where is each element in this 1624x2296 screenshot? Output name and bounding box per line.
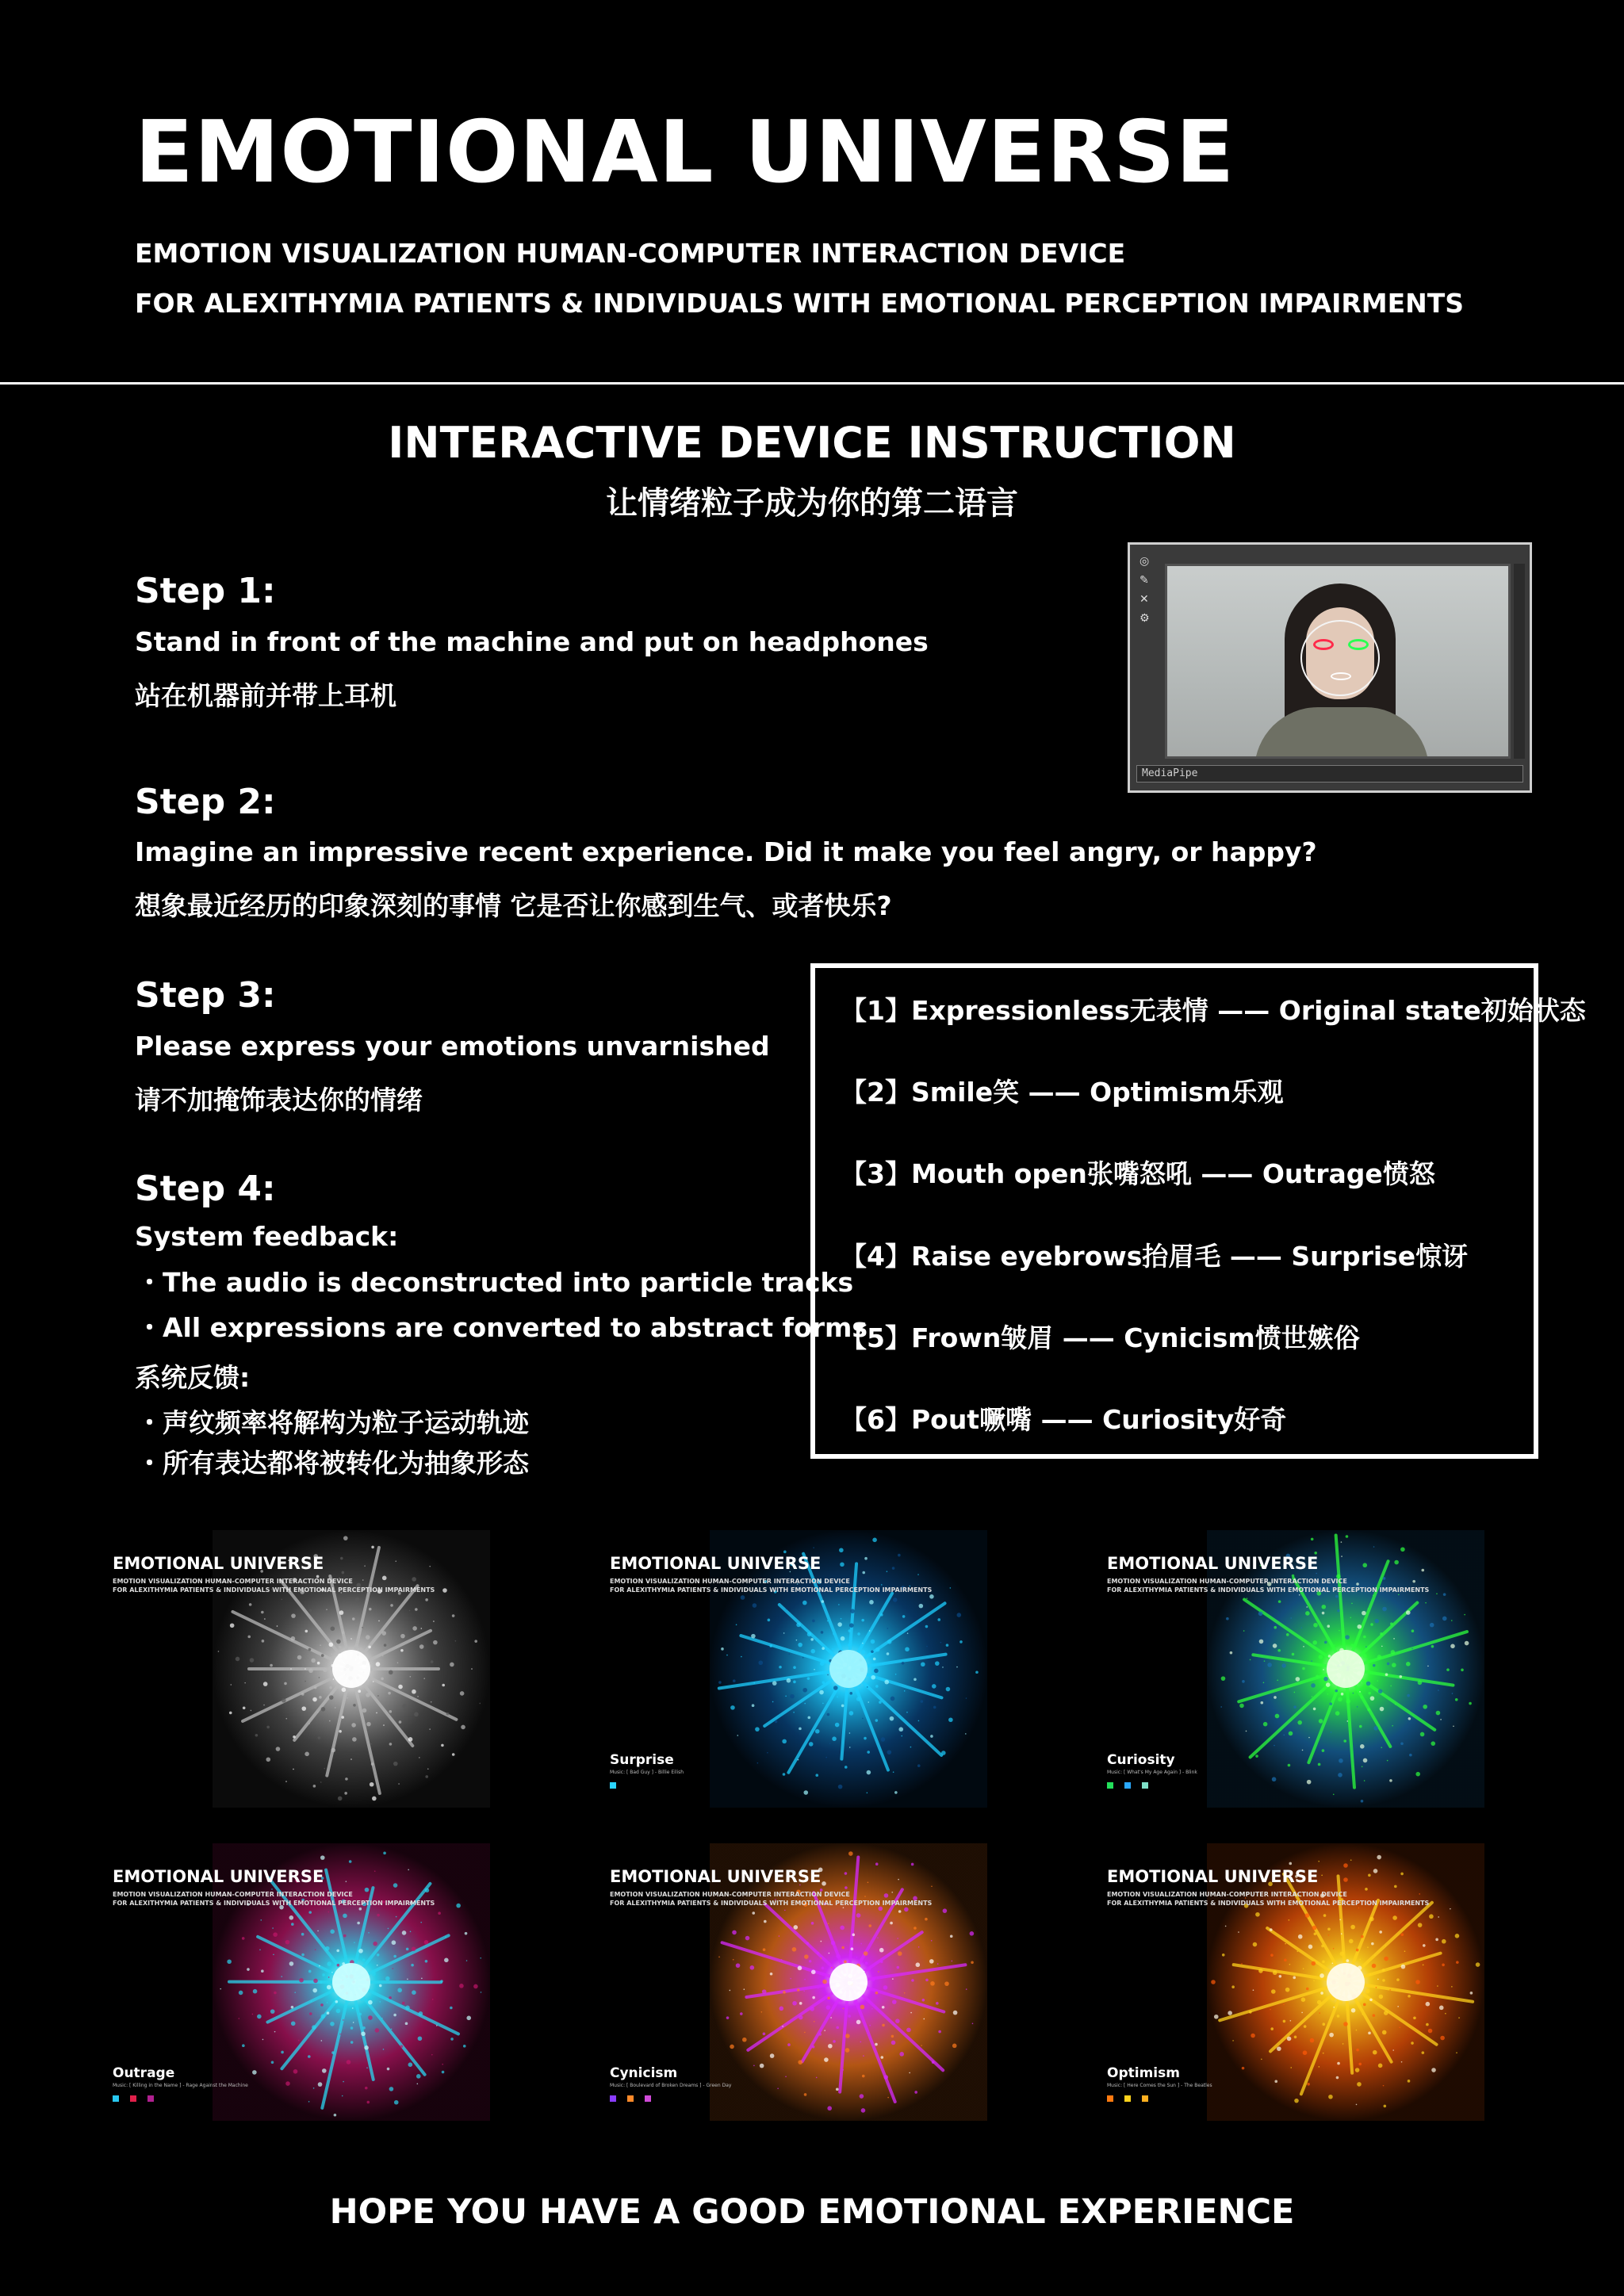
card-title: EMOTIONAL UNIVERSE [1107,1554,1319,1573]
card-music-credit: Music: [ Here Comes the Sun ] - The Beatles [1107,2083,1212,2088]
color-swatch [627,2095,634,2102]
step-2-heading: Step 2: [135,782,276,822]
closing-message: HOPE YOU HAVE A GOOD EMOTIONAL EXPERIENCE [329,2192,1295,2232]
close-icon[interactable]: ✕ [1139,593,1149,606]
card-title: EMOTIONAL UNIVERSE [113,1867,324,1886]
right-eye-marker [1348,639,1369,650]
card-subtitle-line1: EMOTION VISUALIZATION HUMAN-COMPUTER INTERACTION DEVICE [610,1891,850,1898]
camera-source-label: MediaPipe [1136,765,1523,783]
emotion-mapping-box [810,963,1586,1459]
step-1-text-zh: 站在机器前并带上耳机 [135,680,396,711]
emotion-visual-card [1107,1530,1484,1808]
emotion-item-6: 【6】Pout噘嘴 —— Curiosity好奇 [841,1404,1287,1435]
card-emotion-label: Optimism [1107,2065,1180,2081]
page-subtitle-line2: FOR ALEXITHYMIA PATIENTS & INDIVIDUALS WITH EMOTIONAL PERCEPTION IMPAIRMENTS [135,288,1465,319]
color-swatch [130,2095,136,2102]
face-tracking-camera-panel [1128,542,1532,793]
card-subtitle-line2: FOR ALEXITHYMIA PATIENTS & INDIVIDUALS WITH EMOTIONAL PERCEPTION IMPAIRMENTS [610,1586,933,1594]
step-1-text-en: Stand in front of the machine and put on headphones [135,626,929,657]
card-emotion-label: Outrage [113,2065,175,2081]
person-body [1254,707,1429,759]
emotion-item-1: 【1】Expressionless无表情 —— Original state初始状态 [841,995,1586,1026]
color-swatch [1107,1782,1113,1789]
color-swatch [610,2095,616,2102]
step-4-heading: Step 4: [135,1169,276,1209]
color-swatch [147,2095,154,2102]
card-music-credit: Music: [ Bad Guy ] - Billie Eilish [610,1770,684,1775]
header-divider [0,382,1624,385]
color-swatch [1124,2095,1131,2102]
camera-side-meter [1514,564,1525,759]
feedback-bullet-en-2: ・All expressions are converted to abstract forms [136,1312,868,1343]
emotion-visual-card [610,1843,987,2121]
mouth-marker [1331,672,1351,680]
emotion-item-5: 【5】Frown皱眉 —— Cynicism愤世嫉俗 [841,1322,1360,1353]
emotion-item-2: 【2】Smile笑 —— Optimism乐观 [841,1077,1284,1108]
card-subtitle-line2: FOR ALEXITHYMIA PATIENTS & INDIVIDUALS WITH EMOTIONAL PERCEPTION IMPAIRMENTS [113,1586,435,1594]
color-swatch [1142,2095,1148,2102]
step-4-feedback-label-en: System feedback: [135,1221,399,1252]
card-title: EMOTIONAL UNIVERSE [1107,1867,1319,1886]
color-swatch [113,2095,119,2102]
color-swatch [1107,2095,1113,2102]
card-title: EMOTIONAL UNIVERSE [610,1554,822,1573]
card-emotion-label: Surprise [610,1752,674,1768]
card-subtitle-line1: EMOTION VISUALIZATION HUMAN-COMPUTER INTERACTION DEVICE [1107,1891,1347,1898]
step-4-feedback-label-zh: 系统反馈: [135,1362,251,1393]
card-subtitle-line1: EMOTION VISUALIZATION HUMAN-COMPUTER INTERACTION DEVICE [113,1891,353,1898]
card-title: EMOTIONAL UNIVERSE [610,1867,822,1886]
color-swatch [1142,1782,1148,1789]
card-subtitle-line1: EMOTION VISUALIZATION HUMAN-COMPUTER INTERACTION DEVICE [1107,1578,1347,1585]
color-swatch [645,2095,651,2102]
card-subtitle-line2: FOR ALEXITHYMIA PATIENTS & INDIVIDUALS WITH EMOTIONAL PERCEPTION IMPAIRMENTS [610,1900,933,1907]
card-title: EMOTIONAL UNIVERSE [113,1554,324,1573]
card-subtitle-line2: FOR ALEXITHYMIA PATIENTS & INDIVIDUALS WITH EMOTIONAL PERCEPTION IMPAIRMENTS [1107,1586,1430,1594]
left-eye-marker [1313,639,1334,650]
camera-toolbar [1136,556,1155,643]
page-title: EMOTIONAL UNIVERSE [135,103,1235,202]
step-2-text-en: Imagine an impressive recent experience. Did it make you feel angry, or happy? [135,836,1317,867]
feedback-bullet-zh-1: ・声纹频率将解构为粒子运动轨迹 [136,1407,529,1438]
emotion-visual-card [1107,1843,1484,2121]
card-subtitle-line1: EMOTION VISUALIZATION HUMAN-COMPUTER INTERACTION DEVICE [610,1578,850,1585]
card-subtitle-line2: FOR ALEXITHYMIA PATIENTS & INDIVIDUALS WITH EMOTIONAL PERCEPTION IMPAIRMENTS [113,1900,435,1907]
step-2-text-zh: 想象最近经历的印象深刻的事情 它是否让你感到生气、或者快乐? [135,890,892,921]
step-3-text-zh: 请不加掩饰表达你的情绪 [135,1085,423,1115]
pin-icon[interactable]: ✎ [1139,574,1149,587]
step-3-heading: Step 3: [135,975,276,1016]
card-emotion-label: Cynicism [610,2065,678,2081]
feedback-bullet-zh-2: ・所有表达都将被转化为抽象形态 [136,1448,529,1479]
step-3-text-en: Please express your emotions unvarnished [135,1031,770,1062]
camera-feed [1165,564,1511,759]
card-music-credit: Music: [ Killing in the Name ] - Rage Against the Machine [113,2083,248,2088]
instruction-title: INTERACTIVE DEVICE INSTRUCTION [388,418,1236,468]
card-subtitle-line2: FOR ALEXITHYMIA PATIENTS & INDIVIDUALS WITH EMOTIONAL PERCEPTION IMPAIRMENTS [1107,1900,1430,1907]
color-swatch [610,1782,616,1789]
emotion-item-3: 【3】Mouth open张嘴怒吼 —— Outrage愤怒 [841,1158,1435,1189]
card-music-credit: Music: [ Boulevard of Broken Dreams ] - Green Day [610,2083,732,2088]
target-icon[interactable]: ◎ [1139,555,1150,568]
emotion-visual-card [113,1843,490,2121]
emotion-item-4: 【4】Raise eyebrows抬眉毛 —— Surprise惊讶 [841,1241,1469,1272]
emotion-visual-card [610,1530,987,1808]
settings-icon[interactable]: ⚙ [1139,612,1150,625]
card-emotion-label: Curiosity [1107,1752,1175,1768]
page-subtitle-line1: EMOTION VISUALIZATION HUMAN-COMPUTER INTERACTION DEVICE [135,238,1126,269]
step-1-heading: Step 1: [135,571,276,611]
emotion-visual-card [113,1530,490,1808]
card-subtitle-line1: EMOTION VISUALIZATION HUMAN-COMPUTER INTERACTION DEVICE [113,1578,353,1585]
instruction-subtitle: 让情绪粒子成为你的第二语言 [606,485,1018,522]
color-swatch [1124,1782,1131,1789]
card-music-credit: Music: [ What's My Age Again ] - Blink [1107,1770,1197,1775]
face-mesh-outline [1300,620,1380,696]
feedback-bullet-en-1: ・The audio is deconstructed into particle tracks [136,1267,854,1298]
